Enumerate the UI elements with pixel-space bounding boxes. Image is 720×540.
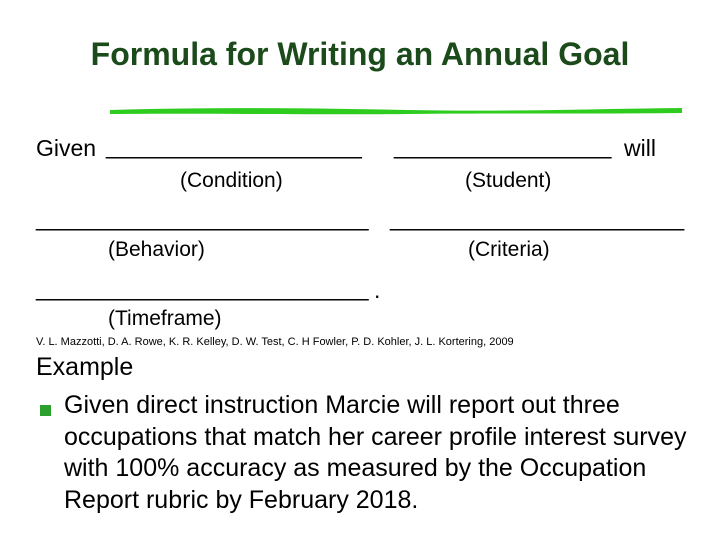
timeframe-blank: __________________________ (36, 275, 369, 301)
page-title: Formula for Writing an Annual Goal (90, 36, 630, 72)
criteria-blank: _______________________ (390, 205, 685, 231)
condition-blank: ____________________ (106, 133, 362, 159)
title-underline (108, 104, 684, 116)
timeframe-label: (Timeframe) (108, 307, 222, 330)
example-heading: Example (36, 353, 134, 381)
student-label: (Student) (465, 169, 552, 192)
title-underline-stroke (110, 108, 682, 114)
will-word: will (624, 135, 656, 161)
student-blank: _________________ (394, 133, 612, 159)
citation: V. L. Mazzotti, D. A. Rowe, K. R. Kelley, D. W. Test, C. H Fowler, P. D. Kohler, J. L. Kortering, 2009 (36, 336, 514, 348)
criteria-label: (Criteria) (468, 238, 550, 261)
timeframe-period: . (374, 277, 381, 303)
square-bullet-icon (40, 405, 51, 416)
behavior-blank: __________________________ (36, 205, 369, 231)
given-word: Given (36, 135, 97, 161)
behavior-label: (Behavior) (108, 238, 205, 261)
example-text: Given direct instruction Marcie will report out three occupations that match her career profile interest survey with 100% accuracy as measured by the Occupation Report rubric by February 2018. (64, 391, 687, 514)
condition-label: (Condition) (180, 169, 283, 192)
